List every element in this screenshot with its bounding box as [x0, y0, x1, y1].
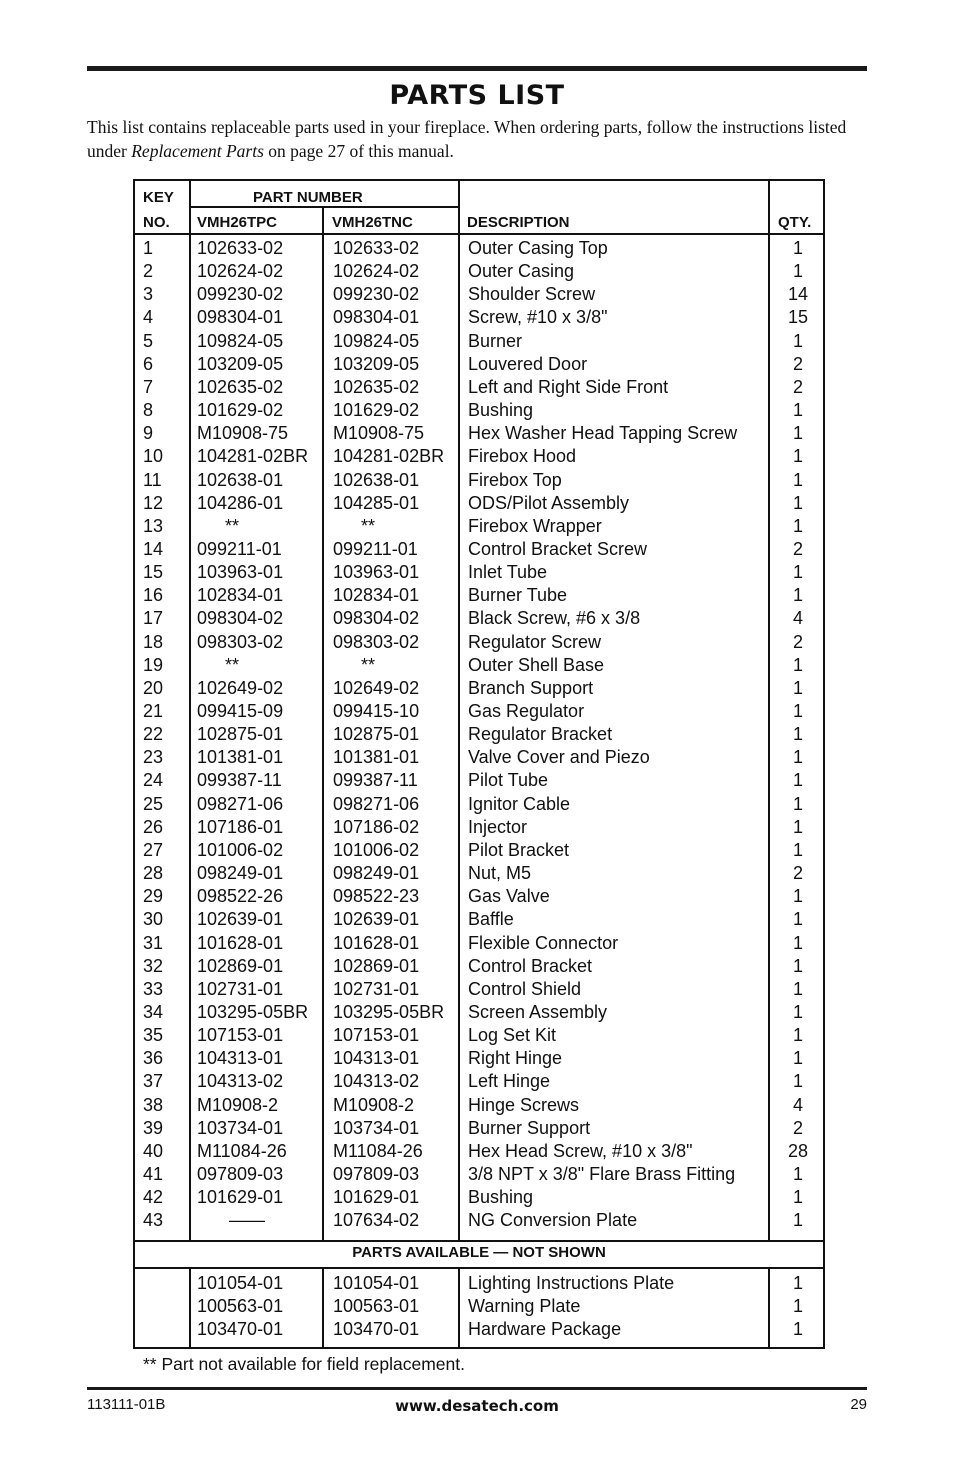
cell-description: Burner Tube [468, 585, 568, 606]
cell-qty: 1 [792, 1071, 803, 1092]
cell-qty: 1 [792, 932, 803, 953]
main-section-rule [135, 1240, 823, 1242]
cell-part-vmh26tnc: 102731-01 [333, 978, 420, 999]
cell-qty: 1 [792, 515, 803, 536]
cell-key-no: 4 [143, 307, 154, 328]
cell-part-vmh26tpc: 102875-01 [197, 724, 284, 745]
cell-description: Shoulder Screw [468, 284, 596, 305]
cell-part-vmh26tnc: 098522-23 [333, 886, 420, 907]
cell-part-vmh26tnc: 103963-01 [333, 562, 420, 583]
cell-part-vmh26tnc: 098271-06 [333, 793, 420, 814]
cell-part-vmh26tnc: 103209-05 [333, 353, 420, 374]
intro-text: This list contains replaceable parts used in your fireplace. When ordering parts, follow the instructions listed under [87, 117, 847, 161]
cell-part-vmh26tnc: 098304-02 [333, 608, 420, 629]
cell-part-vmh26tnc: 103295-05BR [333, 1001, 445, 1022]
cell-qty: 2 [792, 631, 803, 652]
cell-key-no: 16 [143, 585, 164, 606]
header-qty: QTY. [778, 214, 812, 231]
cell-part-vmh26tpc: 104286-01 [197, 492, 284, 513]
cell-part-vmh26tnc: 102624-02 [333, 261, 420, 282]
top-rule [87, 66, 867, 71]
cell-description: Outer Casing Top [468, 238, 608, 258]
cell-description: Lighting Instructions Plate [468, 1273, 675, 1293]
cell-description: Left Hinge [468, 1071, 551, 1092]
ns-col-divider-qty [768, 1267, 770, 1347]
cell-qty: 1 [792, 562, 803, 583]
cell-part-vmh26tnc: 104313-01 [333, 1048, 420, 1069]
cell-description: Pilot Tube [468, 770, 549, 791]
cell-description: Burner [468, 330, 523, 351]
cell-description: Warning Plate [468, 1296, 581, 1317]
cell-key-no: 33 [143, 978, 164, 999]
cell-part-vmh26tpc: 107153-01 [197, 1025, 284, 1046]
cell-description: Control Bracket Screw [468, 538, 648, 559]
cell-part-vmh26tpc: 101054-01 [197, 1273, 284, 1293]
cell-part-vmh26tnc: 099387-11 [333, 770, 418, 791]
cell-part-vmh26tpc: 098304-02 [197, 608, 284, 629]
cell-part-vmh26tnc: 107153-01 [333, 1025, 420, 1046]
cell-part-vmh26tpc: M10908-75 [197, 423, 289, 444]
col-divider-qty [768, 181, 770, 1240]
cell-qty: 1 [792, 1296, 803, 1317]
cell-qty: 1 [792, 492, 803, 513]
ns-col-divider-models [322, 1267, 324, 1347]
cell-qty: 1 [792, 330, 803, 351]
cell-part-vmh26tpc: 103470-01 [197, 1319, 284, 1340]
cell-key-no: 39 [143, 1117, 164, 1138]
cell-part-vmh26tpc: 102834-01 [197, 585, 284, 606]
cell-key-no: 28 [143, 863, 164, 884]
cell-part-vmh26tnc: 099230-02 [333, 284, 420, 305]
cell-qty: 1 [792, 724, 803, 745]
cell-qty: 1 [792, 400, 803, 421]
cell-qty: 1 [792, 1164, 803, 1184]
cell-key-no: 41 [143, 1164, 164, 1184]
cell-part-vmh26tnc: ** [361, 654, 376, 675]
cell-part-vmh26tpc: 101381-01 [197, 747, 284, 768]
cell-part-vmh26tnc: 098249-01 [333, 863, 420, 884]
cell-description: Hardware Package [468, 1319, 622, 1340]
cell-qty: 1 [792, 469, 803, 490]
cell-part-vmh26tnc: M10908-2 [333, 1094, 415, 1115]
cell-qty: 1 [792, 238, 803, 258]
cell-part-vmh26tpc: ** [225, 654, 240, 675]
cell-part-vmh26tpc: 098249-01 [197, 863, 284, 884]
cell-part-vmh26tnc: 104285-01 [333, 492, 420, 513]
not-shown-rule [135, 1267, 823, 1269]
cell-key-no: 26 [143, 816, 164, 837]
cell-qty: 1 [792, 978, 803, 999]
cell-description: Firebox Wrapper [468, 515, 602, 536]
intro-paragraph [87, 115, 872, 163]
cell-description: Regulator Screw [468, 631, 602, 652]
cell-part-vmh26tnc: 098304-01 [333, 307, 420, 328]
cell-part-vmh26tpc: 099387-11 [197, 770, 282, 791]
cell-key-no: 35 [143, 1025, 164, 1046]
cell-key-no: 10 [143, 446, 164, 467]
cell-key-no: 1 [143, 238, 154, 258]
cell-part-vmh26tpc: 097809-03 [197, 1164, 284, 1184]
cell-description: Nut, M5 [468, 863, 532, 884]
cell-part-vmh26tnc: 101381-01 [333, 747, 420, 768]
cell-part-vmh26tpc: M11084-26 [197, 1140, 287, 1161]
cell-part-vmh26tnc: 101006-02 [333, 839, 420, 860]
cell-part-vmh26tnc: 100563-01 [333, 1296, 420, 1317]
cell-part-vmh26tnc: 107186-02 [333, 816, 420, 837]
cell-part-vmh26tpc: 098303-02 [197, 631, 284, 652]
cell-part-vmh26tpc: 101628-01 [197, 932, 284, 953]
cell-part-vmh26tnc: 102635-02 [333, 376, 420, 397]
cell-qty: 1 [792, 423, 803, 444]
cell-part-vmh26tnc: 104281-02BR [333, 446, 445, 467]
cell-description: Ignitor Cable [468, 793, 571, 814]
cell-description: Flexible Connector [468, 932, 619, 953]
cell-description: Right Hinge [468, 1048, 563, 1069]
cell-key-no: 42 [143, 1187, 164, 1208]
cell-qty: 1 [792, 886, 803, 907]
cell-key-no: 32 [143, 955, 164, 976]
cell-key-no: 13 [143, 515, 164, 536]
cell-part-vmh26tpc: 102638-01 [197, 469, 284, 490]
header-part-number: PART NUMBER [253, 189, 363, 206]
cell-part-vmh26tnc: M10908-75 [333, 423, 425, 444]
cell-part-vmh26tnc: 102639-01 [333, 909, 420, 930]
intro-italic-ref: Replacement Parts [131, 141, 264, 161]
col-divider-models [322, 207, 324, 1240]
cell-part-vmh26tpc: 098271-06 [197, 793, 284, 814]
cell-description: Black Screw, #6 x 3/8 [468, 608, 641, 629]
cell-qty: 1 [792, 1025, 803, 1046]
cell-part-vmh26tnc: 102633-02 [333, 238, 420, 258]
cell-key-no: 9 [143, 423, 154, 444]
cell-part-vmh26tpc: 100563-01 [197, 1296, 284, 1317]
ns-col-divider-desc [458, 1267, 460, 1347]
cell-part-vmh26tnc: 104313-02 [333, 1071, 420, 1092]
cell-description: Valve Cover and Piezo [468, 747, 650, 768]
cell-part-vmh26tnc: 099211-01 [333, 538, 418, 559]
cell-key-no: 31 [143, 932, 164, 953]
cell-description: Gas Regulator [468, 701, 585, 721]
cell-key-no: 24 [143, 770, 164, 791]
cell-description: Log Set Kit [468, 1025, 557, 1046]
cell-key-no: 8 [143, 400, 154, 421]
cell-key-no: 25 [143, 793, 164, 814]
cell-description: Screw, #10 x 3/8" [468, 307, 608, 328]
cell-part-vmh26tnc: 102869-01 [333, 955, 420, 976]
cell-description: Gas Valve [468, 886, 550, 907]
header-model-b: VMH26TNC [332, 214, 413, 231]
cell-key-no: 43 [143, 1210, 164, 1231]
cell-description: Inlet Tube [468, 562, 548, 583]
cell-part-vmh26tnc: 102875-01 [333, 724, 420, 745]
cell-part-vmh26tpc: 103734-01 [197, 1117, 284, 1138]
cell-part-vmh26tpc: 104313-02 [197, 1071, 284, 1092]
header-model-a: VMH26TPC [197, 214, 278, 231]
col-divider-key [189, 181, 191, 1240]
cell-key-no: 12 [143, 492, 164, 513]
cell-qty: 1 [792, 701, 803, 721]
cell-qty: 1 [792, 816, 803, 837]
cell-part-vmh26tpc: 102624-02 [197, 261, 284, 282]
cell-part-vmh26tpc: 098304-01 [197, 307, 284, 328]
cell-part-vmh26tpc: 099415-09 [197, 701, 284, 721]
cell-qty: 1 [792, 1319, 803, 1340]
cell-qty: 1 [792, 261, 803, 282]
cell-part-vmh26tnc: ** [361, 515, 376, 536]
cell-qty: 1 [792, 1001, 803, 1022]
cell-part-vmh26tpc: 104281-02BR [197, 446, 309, 467]
page-number: 29 [850, 1396, 867, 1413]
cell-part-vmh26tnc: 101629-02 [333, 400, 420, 421]
cell-description: Hex Head Screw, #10 x 3/8" [468, 1140, 693, 1161]
cell-part-vmh26tnc: 099415-10 [333, 701, 420, 721]
cell-part-vmh26tpc: 103209-05 [197, 353, 284, 374]
part-number-underline [191, 206, 458, 208]
cell-part-vmh26tnc: 102834-01 [333, 585, 420, 606]
intro-text-end: on page 27 of this manual. [263, 141, 454, 161]
cell-qty: 1 [792, 677, 803, 698]
cell-part-vmh26tnc: 098303-02 [333, 631, 420, 652]
cell-part-vmh26tnc: 102638-01 [333, 469, 420, 490]
cell-part-vmh26tpc: 103963-01 [197, 562, 284, 583]
cell-description: Baffle [468, 909, 514, 930]
website: www.desatech.com [395, 1397, 559, 1415]
cell-key-no: 29 [143, 886, 164, 907]
cell-part-vmh26tnc: 101628-01 [333, 932, 420, 953]
cell-key-no: 37 [143, 1071, 164, 1092]
cell-part-vmh26tpc: 099211-01 [197, 538, 282, 559]
cell-qty: 4 [792, 608, 803, 629]
cell-part-vmh26tpc: 102635-02 [197, 376, 284, 397]
cell-description: Burner Support [468, 1117, 591, 1138]
cell-qty: 1 [792, 955, 803, 976]
cell-part-vmh26tpc: 107186-01 [197, 816, 284, 837]
cell-key-no: 17 [143, 608, 164, 629]
cell-description: Left and Right Side Front [468, 376, 669, 397]
cell-qty: 1 [792, 654, 803, 675]
cell-part-vmh26tnc: 109824-05 [333, 330, 420, 351]
cell-description: Control Shield [468, 978, 582, 999]
cell-part-vmh26tpc: 109824-05 [197, 330, 284, 351]
cell-part-vmh26tpc: 103295-05BR [197, 1001, 309, 1022]
cell-qty: 15 [787, 307, 809, 328]
cell-description: Bushing [468, 1187, 534, 1208]
cell-key-no: 38 [143, 1094, 164, 1115]
header-rule [135, 233, 823, 235]
cell-description: Pilot Bracket [468, 839, 570, 860]
cell-qty: 1 [792, 770, 803, 791]
cell-qty: 1 [792, 1273, 803, 1293]
cell-qty: 2 [792, 1117, 803, 1138]
cell-key-no: 30 [143, 909, 164, 930]
ns-col-divider-key [189, 1267, 191, 1347]
cell-qty: 1 [792, 585, 803, 606]
cell-key-no: 34 [143, 1001, 164, 1022]
cell-part-vmh26tpc: 101006-02 [197, 839, 284, 860]
cell-key-no: 23 [143, 747, 164, 768]
cell-description: 3/8 NPT x 3/8" Flare Brass Fitting [468, 1164, 736, 1184]
cell-description: Screen Assembly [468, 1001, 608, 1022]
cell-qty: 1 [792, 1187, 803, 1208]
cell-part-vmh26tpc: 102649-02 [197, 677, 284, 698]
cell-key-no: 27 [143, 839, 164, 860]
cell-part-vmh26tpc: 102731-01 [197, 978, 284, 999]
header-description: DESCRIPTION [467, 214, 570, 231]
cell-part-vmh26tpc: 102639-01 [197, 909, 284, 930]
cell-part-vmh26tnc: 103470-01 [333, 1319, 420, 1340]
bottom-rule [87, 1387, 867, 1390]
cell-key-no: 36 [143, 1048, 164, 1069]
cell-key-no: 2 [143, 261, 154, 282]
cell-description: Control Bracket [468, 955, 593, 976]
header-key-no: NO. [143, 214, 170, 231]
doc-number: 113111-01B [87, 1396, 166, 1413]
cell-qty: 14 [787, 284, 809, 305]
cell-description: Injector [468, 816, 528, 837]
cell-qty: 28 [787, 1140, 809, 1161]
col-divider-desc [458, 181, 460, 1240]
cell-qty: 2 [792, 353, 803, 374]
cell-key-no: 19 [143, 654, 164, 675]
cell-qty: 2 [792, 376, 803, 397]
cell-qty: 1 [792, 909, 803, 930]
cell-qty: 1 [792, 839, 803, 860]
cell-key-no: 18 [143, 631, 164, 652]
cell-key-no: 3 [143, 284, 154, 305]
cell-description: Branch Support [468, 677, 594, 698]
page-title: PARTS LIST [389, 80, 565, 111]
cell-part-vmh26tpc: 102869-01 [197, 955, 284, 976]
cell-qty: 1 [792, 446, 803, 467]
cell-key-no: 7 [143, 376, 154, 397]
cell-description: Regulator Bracket [468, 724, 613, 745]
cell-description: Louvered Door [468, 353, 588, 374]
cell-part-vmh26tpc: 104313-01 [197, 1048, 284, 1069]
cell-description: Firebox Top [468, 469, 562, 490]
cell-qty: 4 [792, 1094, 803, 1115]
cell-part-vmh26tnc: 103734-01 [333, 1117, 420, 1138]
cell-qty: 1 [792, 793, 803, 814]
cell-key-no: 11 [143, 469, 162, 490]
cell-key-no: 21 [143, 701, 164, 721]
cell-qty: 1 [792, 747, 803, 768]
cell-key-no: 20 [143, 677, 164, 698]
cell-description: Bushing [468, 400, 534, 421]
cell-description: Hex Washer Head Tapping Screw [468, 423, 738, 444]
cell-part-vmh26tpc: M10908-2 [197, 1094, 279, 1115]
cell-key-no: 22 [143, 724, 164, 745]
header-key: KEY [143, 189, 174, 206]
cell-description: Hinge Screws [468, 1094, 580, 1115]
cell-key-no: 40 [143, 1140, 164, 1161]
cell-part-vmh26tnc: 097809-03 [333, 1164, 420, 1184]
cell-part-vmh26tpc: ** [225, 515, 240, 536]
cell-qty: 1 [792, 1210, 803, 1231]
cell-description: Outer Shell Base [468, 654, 605, 675]
cell-key-no: 14 [143, 538, 164, 559]
cell-part-vmh26tnc: M11084-26 [333, 1140, 423, 1161]
cell-part-vmh26tpc: 101629-01 [197, 1187, 284, 1208]
cell-part-vmh26tpc: —— [229, 1210, 265, 1231]
cell-part-vmh26tnc: 101054-01 [333, 1273, 420, 1293]
cell-description: ODS/Pilot Assembly [468, 492, 630, 513]
cell-part-vmh26tnc: 101629-01 [333, 1187, 420, 1208]
cell-key-no: 15 [143, 562, 164, 583]
cell-part-vmh26tpc: 098522-26 [197, 886, 284, 907]
cell-qty: 2 [792, 538, 803, 559]
cell-description: Firebox Hood [468, 446, 577, 467]
parts-table [133, 179, 825, 1349]
cell-part-vmh26tnc: 102649-02 [333, 677, 420, 698]
not-shown-header: PARTS AVAILABLE — NOT SHOWN [352, 1244, 606, 1261]
cell-description: NG Conversion Plate [468, 1210, 638, 1231]
cell-qty: 1 [792, 1048, 803, 1069]
cell-description: Outer Casing [468, 261, 575, 282]
cell-key-no: 6 [143, 353, 154, 374]
cell-part-vmh26tpc: 102633-02 [197, 238, 284, 258]
cell-key-no: 5 [143, 330, 154, 351]
cell-qty: 2 [792, 863, 803, 884]
cell-part-vmh26tpc: 101629-02 [197, 400, 284, 421]
cell-part-vmh26tpc: 099230-02 [197, 284, 284, 305]
cell-part-vmh26tnc: 107634-02 [333, 1210, 420, 1231]
footnote: ** Part not available for field replacement. [143, 1354, 465, 1374]
